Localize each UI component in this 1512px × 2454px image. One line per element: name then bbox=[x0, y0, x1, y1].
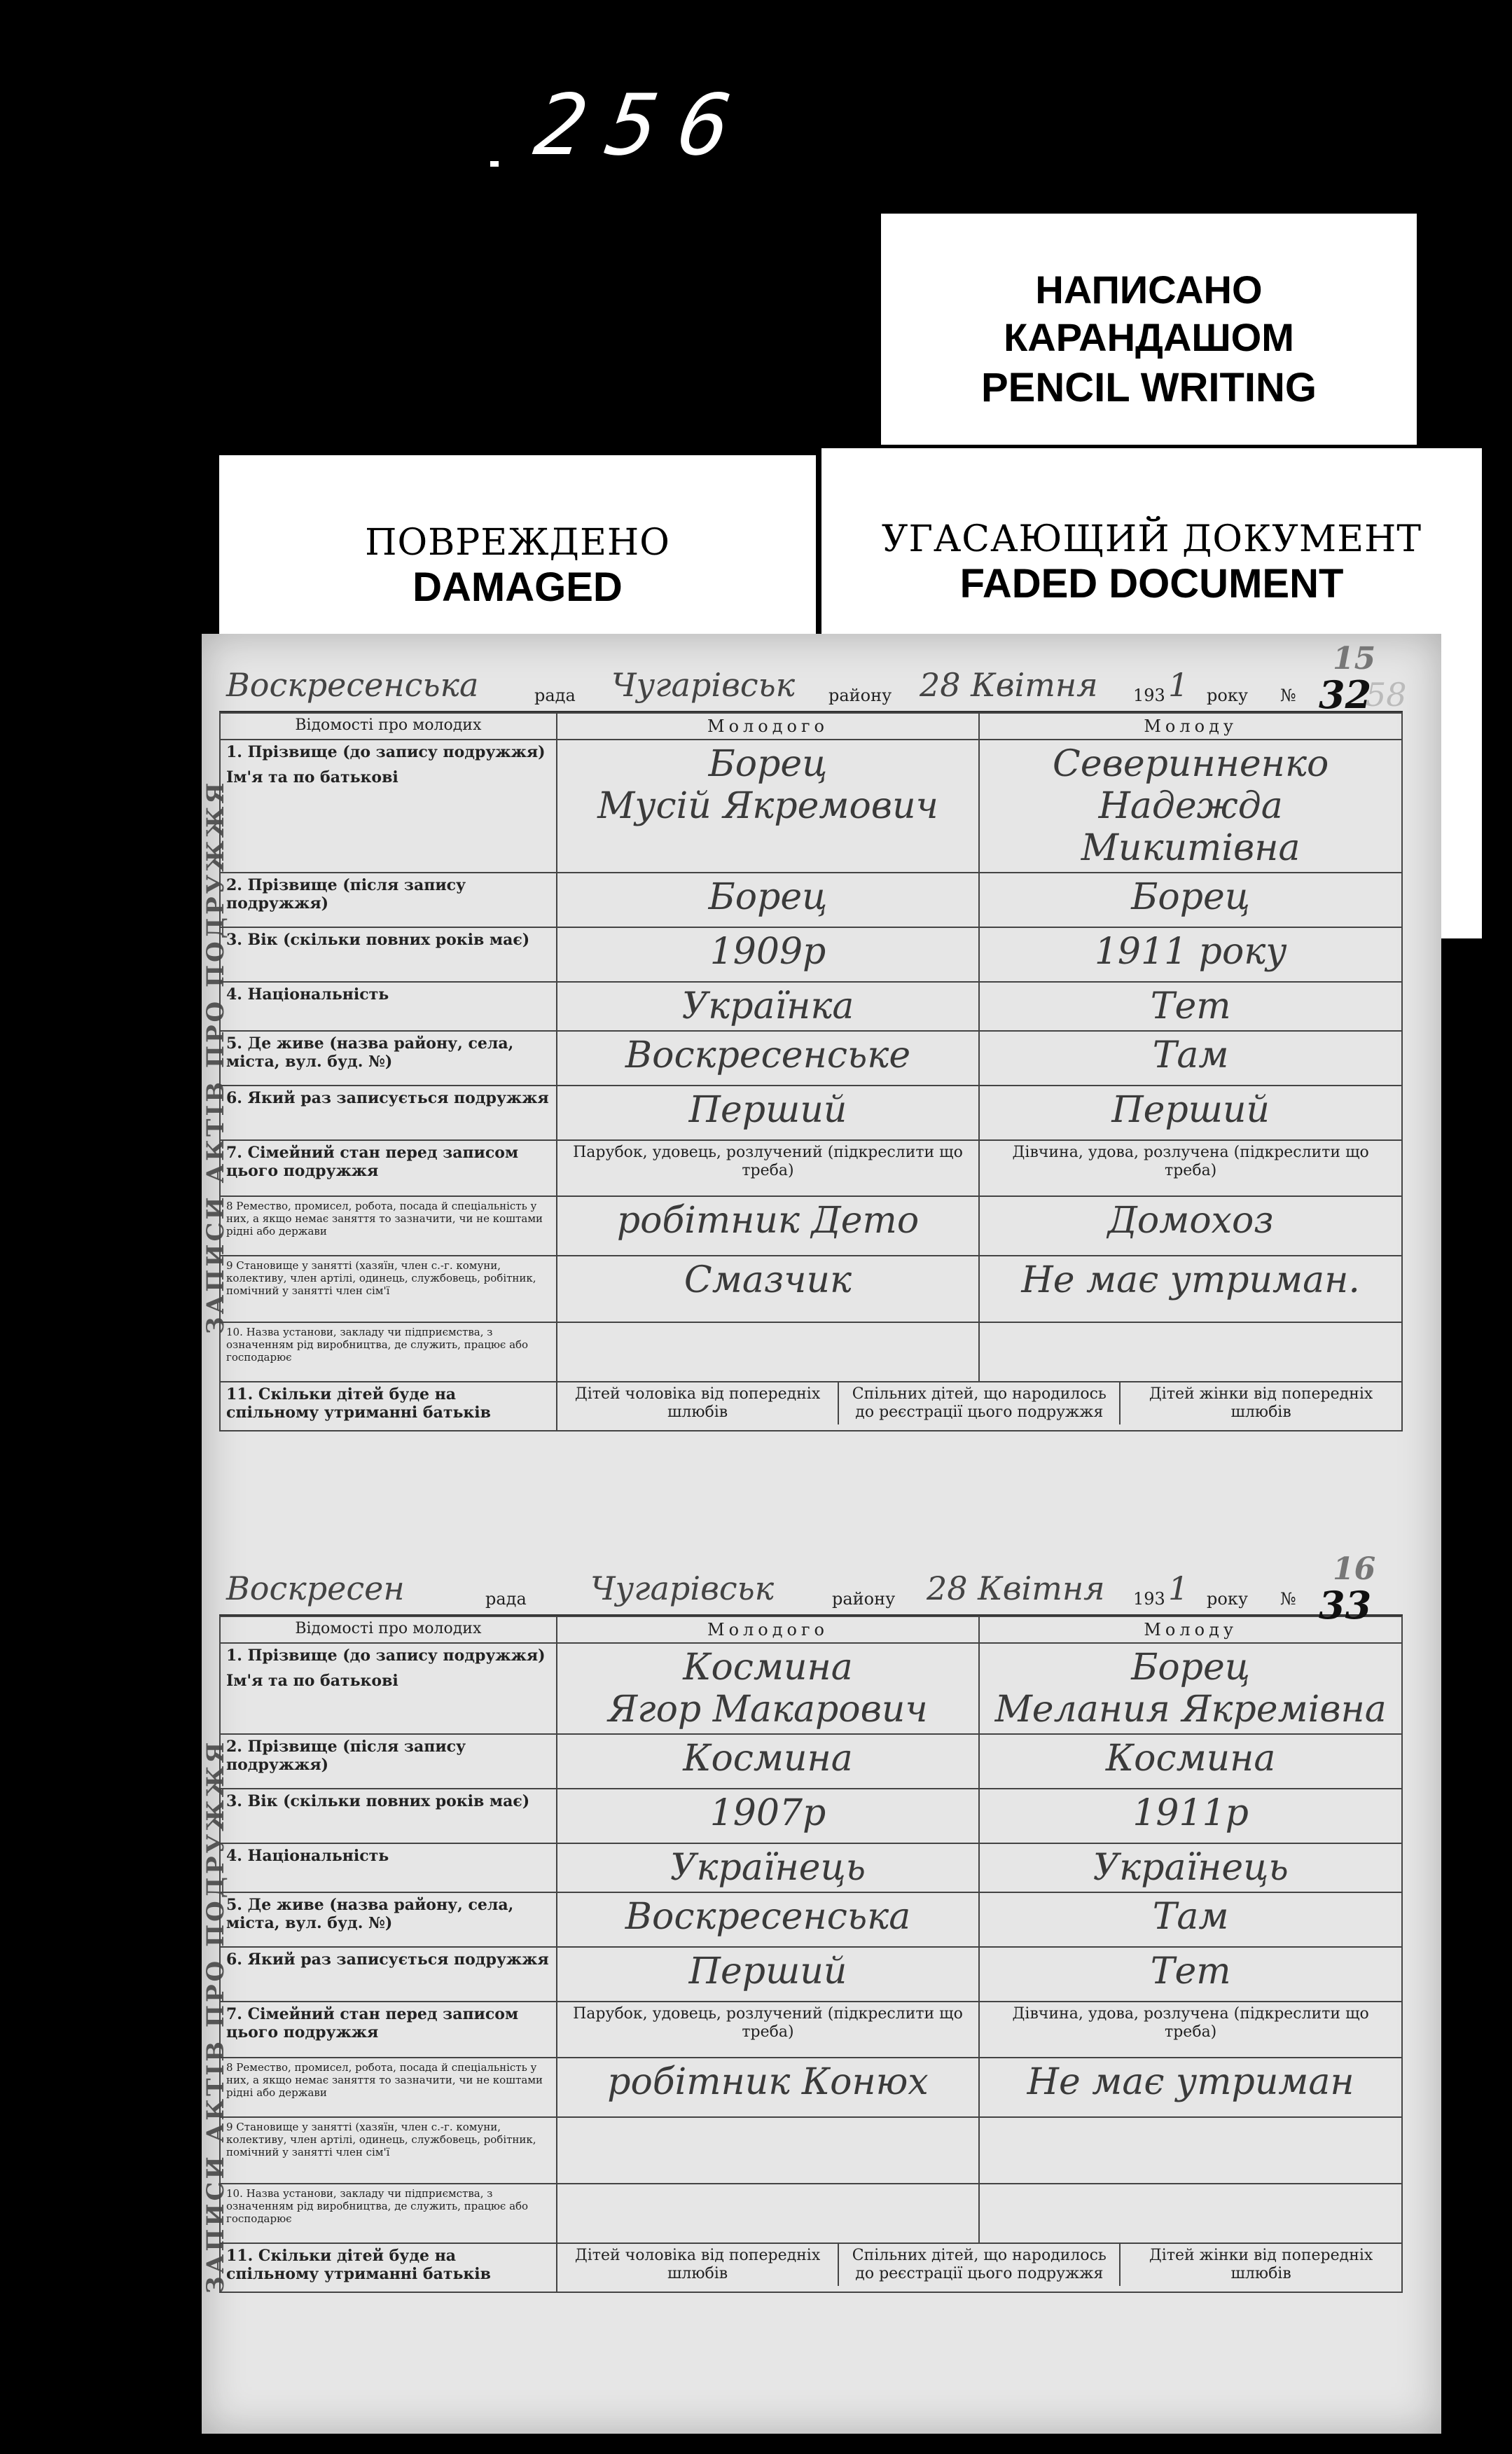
q7-label: 7. Сімейний стан перед записом цього подружжя bbox=[220, 2002, 557, 2058]
bride-position: Не має утриман. bbox=[979, 1256, 1402, 1322]
q6-label: 6. Який раз записується подружжя bbox=[220, 1947, 557, 2002]
council-name: Воскресенська bbox=[226, 666, 479, 704]
groom-nationality: Українець bbox=[557, 1843, 980, 1892]
record-header bbox=[219, 655, 1403, 712]
bride-times: Тет bbox=[979, 1947, 1402, 2002]
groom-residence: Воскресенське bbox=[557, 1031, 980, 1086]
groom-occupation: робітник Дето bbox=[557, 1196, 980, 1256]
record-table bbox=[219, 712, 1403, 1432]
kids-bride: Дітей жінки від попередніх шлюбів bbox=[1149, 2247, 1373, 2282]
bride-surname-name: Северинненко Надежда Микитівна bbox=[979, 740, 1402, 873]
kids-groom: Дітей чоловіка від попередніх шлюбів bbox=[557, 1382, 839, 1424]
bride-header: Молоду bbox=[979, 713, 1402, 740]
raion-label: району bbox=[832, 1589, 896, 1609]
groom-position: Смазчик bbox=[557, 1256, 980, 1322]
q1-label: 1. Прізвище (до запису подружжя) Ім'я та по батькові bbox=[220, 1643, 557, 1734]
bride-age: 1911 року bbox=[979, 927, 1402, 982]
q9-label: 9 Становище у занятті (хазяїн, член с.-г. комуни, колективу, член артілі, одинець, службовець, робітник, помічний у занятті член сім'ї bbox=[220, 1256, 557, 1322]
year-label: 193 bbox=[1133, 686, 1165, 705]
q5-label: 5. Де живе (назва району, села, міста, вул. буд. №) bbox=[220, 1892, 557, 1947]
q2-label: 2. Прізвище (після запису подружжя) bbox=[220, 873, 557, 927]
record-number: 33 bbox=[1319, 1583, 1372, 1628]
q2-label: 2. Прізвище (після запису подружжя) bbox=[220, 1734, 557, 1789]
groom-status: Парубок, удовець, розлучений (підкреслити що треба) bbox=[557, 2002, 980, 2058]
document-page bbox=[202, 634, 1441, 2434]
damaged-label bbox=[219, 455, 816, 637]
q10-label: 10. Назва установи, закладу чи підприємства, з означенням рід виробництва, де служить, працює або господарює bbox=[220, 2184, 557, 2243]
bride-age: 1911р bbox=[979, 1789, 1402, 1843]
groom-position bbox=[557, 2117, 980, 2184]
groom-surname-name: Космина Ягор Макарович bbox=[557, 1643, 980, 1734]
info-header: Відомості про молодих bbox=[220, 713, 557, 740]
bride-status: Дівчина, удова, розлучена (підкреслити що треба) bbox=[979, 1140, 1402, 1196]
pencil-label-ru: НАПИСАНО КАРАНДАШОМ bbox=[1004, 268, 1294, 359]
q3-label: 3. Вік (скільки повних років має) bbox=[220, 927, 557, 982]
side-text-bottom: ЗАПИСИ АКТІВ ПРО ПОДРУЖЖЯ bbox=[202, 1739, 230, 2294]
q7-label: 7. Сімейний стан перед записом цього подружжя bbox=[220, 1140, 557, 1196]
groom-age: 1909р bbox=[557, 927, 980, 982]
q6-label: 6. Який раз записується подружжя bbox=[220, 1086, 557, 1140]
record-date: 28 Квітня bbox=[920, 666, 1098, 704]
groom-surname-after: Борец bbox=[557, 873, 980, 927]
groom-workplace bbox=[557, 2184, 980, 2243]
faded-label-ru: УГАСАЮЩИЙ ДОКУМЕНТ bbox=[881, 518, 1422, 560]
year-label: 193 bbox=[1133, 1589, 1165, 1609]
groom-age: 1907р bbox=[557, 1789, 980, 1843]
q11-label: 11. Скільки дітей буде на спільному утриманні батьків bbox=[220, 1382, 557, 1431]
q9-label: 9 Становище у занятті (хазяїн, член с.-г. комуни, колективу, член артілі, одинець, службовець, робітник, помічний у занятті член сім'ї bbox=[220, 2117, 557, 2184]
damaged-label-en: DAMAGED bbox=[412, 564, 623, 610]
marriage-record-2 bbox=[219, 1551, 1403, 2293]
number-label: № bbox=[1280, 686, 1296, 705]
bride-surname-after: Борец bbox=[979, 873, 1402, 927]
roku-label: року bbox=[1207, 1589, 1248, 1609]
record-number: 32 bbox=[1319, 672, 1372, 717]
marriage-record-1 bbox=[219, 641, 1403, 1432]
groom-surname-after: Космина bbox=[557, 1734, 980, 1789]
bride-status: Дівчина, удова, розлучена (підкреслити що треба) bbox=[979, 2002, 1402, 2058]
faded-label-en: FADED DOCUMENT bbox=[959, 561, 1344, 606]
record-number-old: 16 bbox=[1333, 1551, 1376, 1587]
record-table bbox=[219, 1616, 1403, 2293]
pencil-writing-label bbox=[881, 214, 1417, 445]
pencil-label-en: PENCIL WRITING bbox=[980, 365, 1317, 410]
groom-nationality: Українка bbox=[557, 982, 980, 1031]
record-number-old: 15 bbox=[1333, 641, 1376, 677]
bride-occupation: Не має утриман bbox=[979, 2058, 1402, 2117]
bride-header: Молоду bbox=[979, 1616, 1402, 1643]
number-label: № bbox=[1280, 1589, 1296, 1609]
bride-nationality: Українець bbox=[979, 1843, 1402, 1892]
q5-label: 5. Де живе (назва району, села, міста, вул. буд. №) bbox=[220, 1031, 557, 1086]
district-name: Чугарівськ bbox=[611, 666, 796, 704]
q11-label: 11. Скільки дітей буде на спільному утриманні батьків bbox=[220, 2243, 557, 2292]
rada-label: рада bbox=[485, 1589, 527, 1609]
bride-occupation: Домохоз bbox=[979, 1196, 1402, 1256]
groom-workplace bbox=[557, 1322, 980, 1382]
council-name: Воскресен bbox=[226, 1569, 405, 1607]
q4-label: 4. Національність bbox=[220, 1843, 557, 1892]
frame-number: 256 bbox=[529, 77, 758, 174]
damaged-label-ru: ПОВРЕЖДЕНО bbox=[365, 522, 670, 564]
bride-position bbox=[979, 2117, 1402, 2184]
q10-label: 10. Назва установи, закладу чи підприємства, з означенням рід виробництва, де служить, працює або господарює bbox=[220, 1322, 557, 1382]
groom-header: Молодого bbox=[557, 713, 980, 740]
roku-label: року bbox=[1207, 686, 1248, 705]
groom-residence: Воскресенська bbox=[557, 1892, 980, 1947]
rada-label: рада bbox=[534, 686, 576, 705]
q3-label: 3. Вік (скільки повних років має) bbox=[220, 1789, 557, 1843]
bride-surname-after: Космина bbox=[979, 1734, 1402, 1789]
q8-label: 8 Ремество, промисел, робота, посада й спеціальність у них, а якщо немає заняття то зазначити, чи не коштами рідні або держави bbox=[220, 1196, 557, 1256]
kids-common: Спільних дітей, що народилось до реєстрації цього подружжя bbox=[838, 1382, 1120, 1424]
groom-times: Перший bbox=[557, 1086, 980, 1140]
q8-label: 8 Ремество, промисел, робота, посада й спеціальність у них, а якщо немає заняття то зазначити, чи не коштами рідні або держави bbox=[220, 2058, 557, 2117]
bride-residence: Там bbox=[979, 1031, 1402, 1086]
groom-status: Парубок, удовець, розлучений (підкреслити що треба) bbox=[557, 1140, 980, 1196]
groom-surname-name: Борец Мусій Якремович bbox=[557, 740, 980, 873]
bride-residence: Там bbox=[979, 1892, 1402, 1947]
bride-surname-name: Борец Мелания Якремівна bbox=[979, 1643, 1402, 1734]
margin-note: 58 bbox=[1366, 676, 1407, 714]
q1-label: 1. Прізвище (до запису подружжя) Ім'я та по батькові bbox=[220, 740, 557, 873]
district-name: Чугарівськ bbox=[590, 1569, 775, 1607]
groom-occupation: робітник Конюх bbox=[557, 2058, 980, 2117]
record-date: 28 Квітня bbox=[927, 1569, 1105, 1607]
year-digit: 1 bbox=[1168, 666, 1189, 704]
bride-workplace bbox=[979, 1322, 1402, 1382]
kids-bride: Дітей жінки від попередніх шлюбів bbox=[1149, 1385, 1373, 1421]
side-text-top: ЗАПИСИ АКТІВ ПРО ПОДРУЖЖЯ bbox=[202, 779, 230, 1334]
bride-times: Перший bbox=[979, 1086, 1402, 1140]
kids-common: Спільних дітей, що народилось до реєстрації цього подружжя bbox=[838, 2244, 1120, 2286]
bride-workplace bbox=[979, 2184, 1402, 2243]
kids-groom: Дітей чоловіка від попередніх шлюбів bbox=[557, 2244, 839, 2286]
info-header: Відомості про молодих bbox=[220, 1616, 557, 1643]
groom-header: Молодого bbox=[557, 1616, 980, 1643]
record-header bbox=[219, 1558, 1403, 1616]
bride-nationality: Тет bbox=[979, 982, 1402, 1031]
film-dot bbox=[490, 161, 499, 167]
groom-times: Перший bbox=[557, 1947, 980, 2002]
year-digit: 1 bbox=[1168, 1569, 1189, 1607]
q4-label: 4. Національність bbox=[220, 982, 557, 1031]
raion-label: району bbox=[828, 686, 892, 705]
